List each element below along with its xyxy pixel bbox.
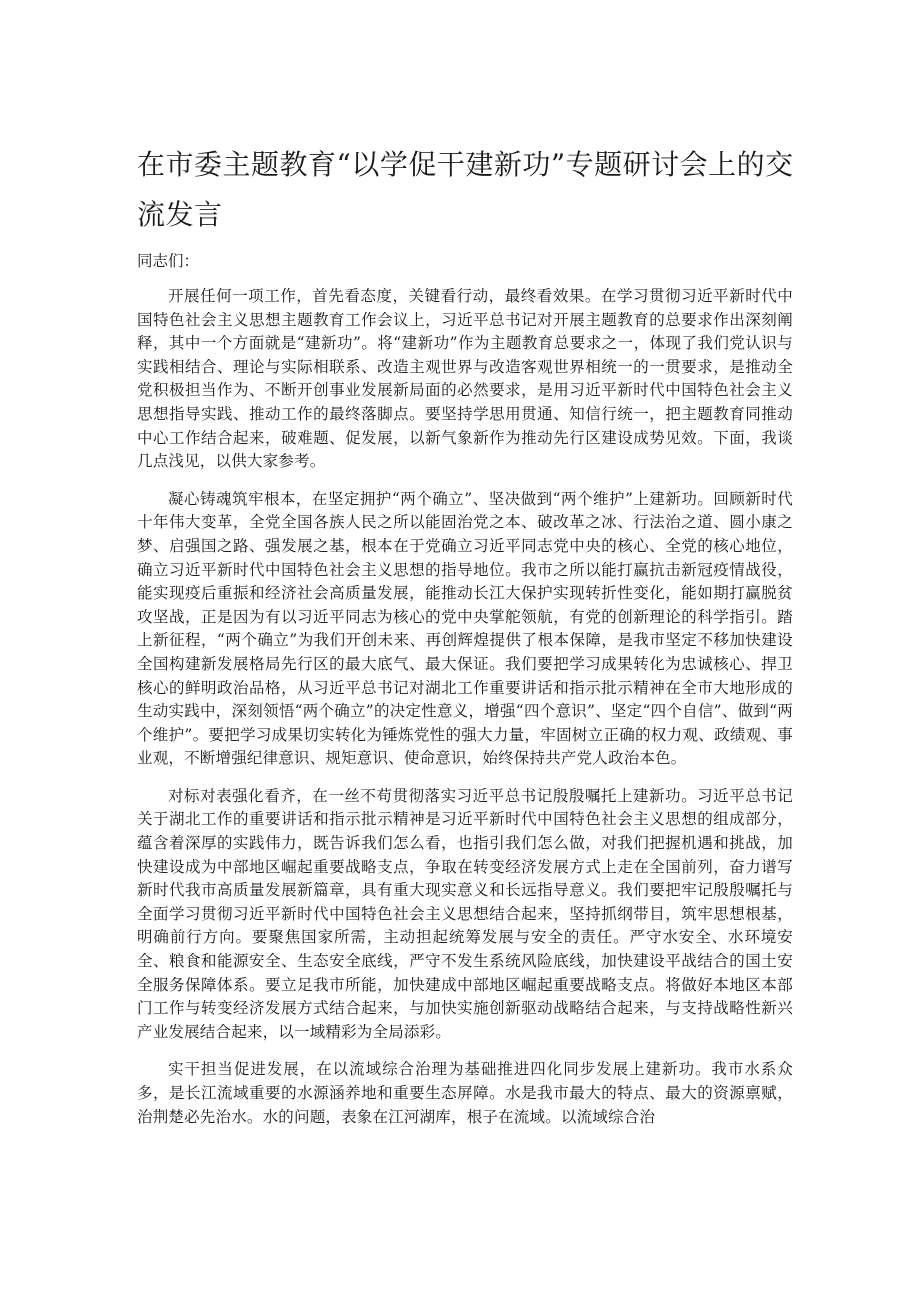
paragraph-point-1: 凝心铸魂筑牢根本，在坚定拥护“两个确立”、坚决做到“两个维护”上建新功。回顾新时代十年伟大变革，全党全国各族人民之所以能固治党之本、破改革之冰、行法治之道、圆小康之梦、启强国之路、强发展之基，根本在于党确立习近平同志党中央的核心、全党的核心地位，确立习近平新时代中国特色社会主义思想的指导地位。我市之所以能打赢抗击新冠疫情战役，能实现疫后重振和经济社会高质量发展，能推动长江大保护实现转折性变化，能如期打赢脱贫攻坚战，正是因为有以习近平同志为核心的党中央掌舵领航，有党的创新理论的科学指引。踏上新征程，“两个确立”为我们开创未来、再创辉煌提供了根本保障，是我市坚定不移加快建设全国构建新发展格局先行区的最大底气、最大保证。我们要把学习成果转化为忠诚核心、捍卫核心的鲜明政治品格，从习近平总书记对湖北工作重要讲话和指示批示精神在全市大地形成的生动实践中，深刻领悟“两个确立”的决定性意义，增强“四个意识”、坚定“四个自信”、做到“两个维护”。要把学习成果切实转化为锤炼党性的强大力量，牢固树立正确的权力观、政绩观、事业观，不断增强纪律意识、规矩意识、使命意识，始终保持共产党人政治本色。 bbox=[137, 489, 793, 768]
paragraph-point-2: 对标对表强化看齐，在一丝不苟贯彻落实习近平总书记殷殷嘱托上建新功。习近平总书记关于湖北工作的重要讲话和指示批示精神是习近平新时代中国特色社会主义思想的组成部分，蕴含着深厚的实践伟力，既告诉我们怎么看，也指引我们怎么做，对我们把握机遇和挑战，加快建设成为中部地区崛起重要战略支点，争取在转变经济发展方式上走在全国前列，奋力谱写新时代我市高质量发展新篇章，具有重大现实意义和长远指导意义。我们要把牢记殷殷嘱托与全面学习贯彻习近平新时代中国特色社会主义思想结合起来，坚持抓纲带目，筑牢思想根基，明确前行方向。要聚焦国家所需，主动担起统筹发展与安全的责任。严守水安全、水环境安全、粮食和能源安全、生态安全底线，严守不发生系统风险底线，加快建设平战结合的国土安全服务保障体系。要立足我市所能，加快建成中部地区崛起重要战略支点。将做好本地区本部门工作与转变经济发展方式结合起来，与加快实施创新驱动战略结合起来，与支持战略性新兴产业发展结合起来，以一域精彩为全局添彩。 bbox=[137, 786, 793, 1041]
paragraph-intro: 开展任何一项工作，首先看态度，关键看行动，最终看效果。在学习贯彻习近平新时代中国特色社会主义思想主题教育工作会议上，习近平总书记对开展主题教育的总要求作出深刻阐释，其中一个方面就是“建新功”。将“建新功”作为主题教育总要求之一，体现了我们党认识与实践相结合、理论与实际相联系、改造主观世界与改造客观世界相统一的一贯要求，是推动全党积极担当作为、不断开创事业发展新局面的必然要求，是用习近平新时代中国特色社会主义思想指导实践、推动工作的最终落脚点。要坚持学思用贯通、知信行统一，把主题教育同推动中心工作结合起来，破难题、促发展，以新气象新作为推动先行区建设成势见效。下面，我谈几点浅见，以供大家参考。 bbox=[137, 287, 793, 471]
salutation: 同志们： bbox=[137, 252, 200, 270]
document-title: 在市委主题教育“以学促干建新功”专题研讨会上的交流发言 bbox=[137, 148, 794, 231]
paragraph-point-3: 实干担当促进发展，在以流域综合治理为基础推进四化同步发展上建新功。我市水系众多，是长江流域重要的水源涵养地和重要生态屏障。水是我市最大的特点、最大的资源禀赋，治荆楚必先治水。水的问题，表象在江河湖库，根子在流域。以流域综合治 bbox=[137, 1060, 793, 1126]
document-body bbox=[137, 250, 793, 1143]
